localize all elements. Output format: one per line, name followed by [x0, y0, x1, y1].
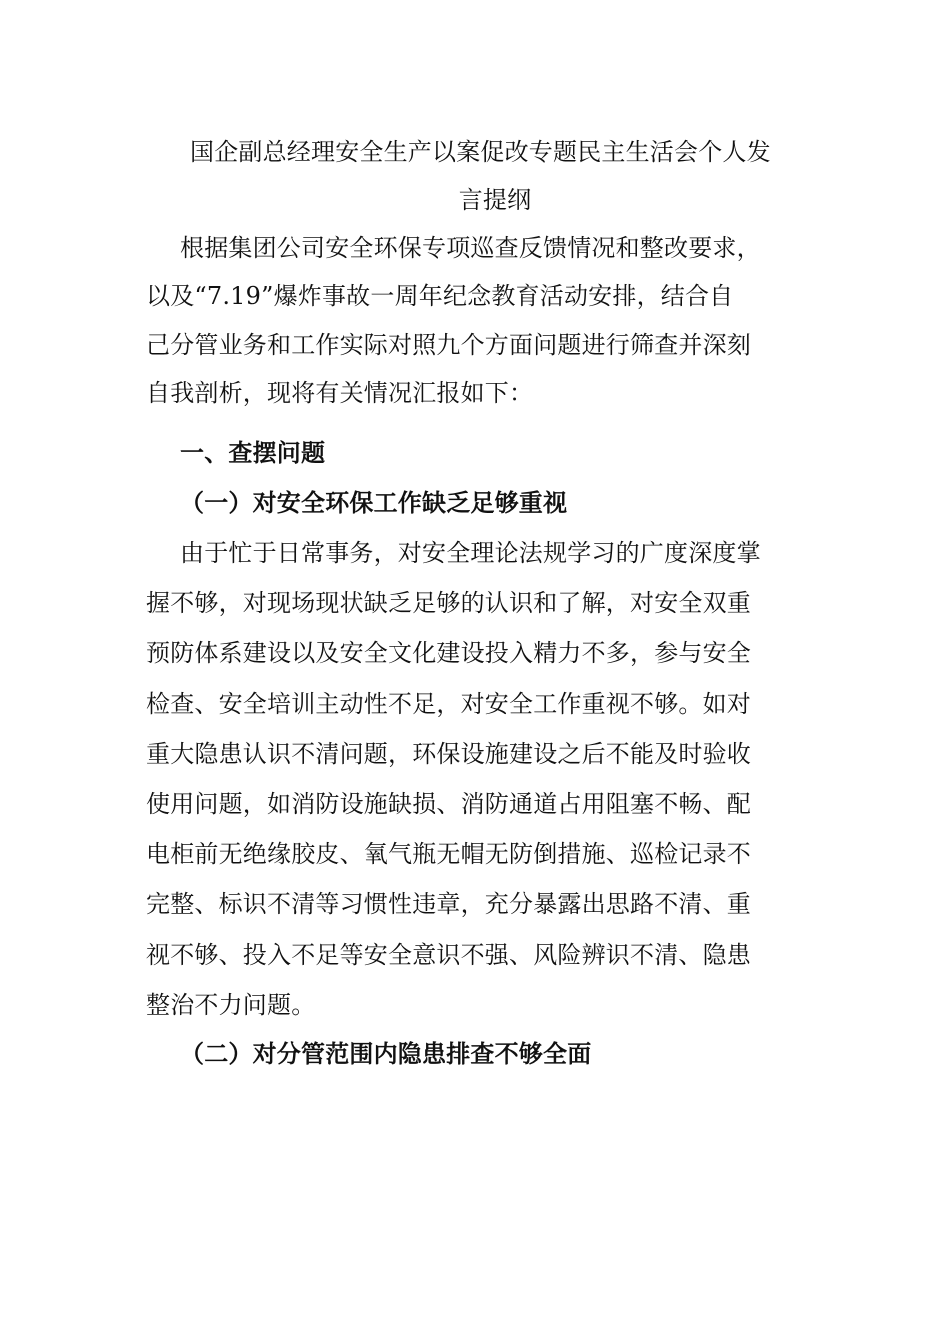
intro-line: 以及“7.19”爆炸事故一周年纪念教育活动安排，结合自 [146, 282, 734, 310]
paragraph-line: 握不够，对现场现状缺乏足够的认识和了解，对安全双重 [146, 589, 751, 618]
paragraph-line: 完整、标识不清等习惯性违章，充分暴露出思路不清、重 [146, 890, 751, 919]
paragraph-line: 预防体系建设以及安全文化建设投入精力不多，参与安全 [146, 639, 751, 668]
paragraph-line: 重大隐患认识不清问题，环保设施建设之后不能及时验收 [146, 739, 751, 768]
intro-line: 根据集团公司安全环保专项巡查反馈情况和整改要求， [180, 234, 761, 262]
paragraph-line: 由于忙于日常事务，对安全理论法规学习的广度深度掌 [180, 539, 761, 567]
subsection-heading: （一）对安全环保工作缺乏足够重视 [180, 489, 568, 517]
title-line: 言提纲 [458, 186, 532, 214]
section-heading: 一、查摆问题 [180, 439, 326, 467]
title-line: 国企副总经理安全生产以案促改专题民主生活会个人发 [190, 138, 771, 166]
paragraph-line: 视不够、投入不足等安全意识不强、风险辨识不清、隐患 [146, 940, 751, 969]
paragraph-line: 电柜前无绝缘胶皮、氧气瓶无帽无防倒措施、巡检记录不 [146, 840, 751, 869]
intro-line: 己分管业务和工作实际对照九个方面问题进行筛查并深刻 [146, 331, 751, 359]
paragraph-line: 使用问题，如消防设施缺损、消防通道占用阻塞不畅、配 [146, 790, 751, 818]
subsection-heading: （二）对分管范围内隐患排查不够全面 [180, 1040, 592, 1068]
paragraph-line: 整治不力问题。 [146, 990, 316, 1019]
paragraph-line: 检查、安全培训主动性不足，对安全工作重视不够。如对 [146, 689, 751, 718]
intro-line: 自我剖析，现将有关情况汇报如下： [146, 379, 534, 407]
